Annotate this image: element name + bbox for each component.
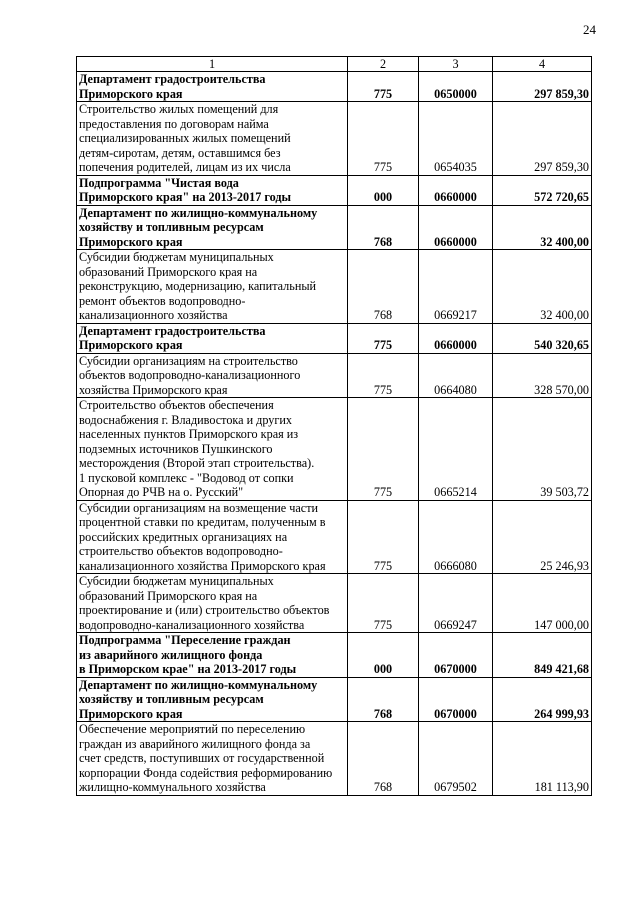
table-row bbox=[77, 72, 592, 102]
row-target-code: 0665214 bbox=[419, 398, 493, 501]
table-row bbox=[77, 175, 592, 205]
table-row bbox=[77, 677, 592, 722]
row-description: Субсидии организациям на строительство объектов водопроводно-канализационного хозяйства Приморского края bbox=[77, 353, 348, 398]
page-number: 24 bbox=[583, 22, 596, 37]
row-amount: 297 859,30 bbox=[493, 102, 592, 176]
header-col-1: 1 bbox=[77, 57, 348, 72]
row-department-code: 768 bbox=[348, 250, 419, 324]
table-body bbox=[77, 72, 592, 796]
header-row bbox=[77, 57, 592, 72]
row-description: Подпрограмма "Переселение граждан из аварийного жилищного фонда в Приморском крае" на 2013-2017 годы bbox=[77, 633, 348, 678]
table-header bbox=[77, 57, 592, 72]
row-amount: 849 421,68 bbox=[493, 633, 592, 678]
row-amount: 181 113,90 bbox=[493, 722, 592, 796]
budget-table bbox=[76, 56, 592, 796]
table-row bbox=[77, 574, 592, 633]
row-description: Обеспечение мероприятий по переселению граждан из аварийного жилищного фонда за счет средств, поступивших от государственной корпорации Фонда содействия реформированию жилищно-коммунального хозяйства bbox=[77, 722, 348, 796]
table-row bbox=[77, 353, 592, 398]
row-department-code: 775 bbox=[348, 72, 419, 102]
table-row bbox=[77, 102, 592, 176]
row-target-code: 0654035 bbox=[419, 102, 493, 176]
table-row bbox=[77, 500, 592, 574]
table-row bbox=[77, 250, 592, 324]
row-target-code: 0669217 bbox=[419, 250, 493, 324]
row-target-code: 0670000 bbox=[419, 677, 493, 722]
row-description: Департамент градостроительства Приморского края bbox=[77, 323, 348, 353]
row-target-code: 0660000 bbox=[419, 323, 493, 353]
row-target-code: 0650000 bbox=[419, 72, 493, 102]
row-description: Департамент по жилищно-коммунальному хозяйству и топливным ресурсам Приморского края bbox=[77, 677, 348, 722]
row-description: Субсидии организациям на возмещение части процентной ставки по кредитам, полученным в российских кредитных организациях на строительство объектов водопроводно- канализационного хозяйства Приморского края bbox=[77, 500, 348, 574]
header-col-3: 3 bbox=[419, 57, 493, 72]
row-department-code: 775 bbox=[348, 574, 419, 633]
table-row bbox=[77, 722, 592, 796]
row-target-code: 0664080 bbox=[419, 353, 493, 398]
row-amount: 572 720,65 bbox=[493, 175, 592, 205]
row-description: Строительство объектов обеспечения водоснабжения г. Владивостока и других населенных пунктов Приморского края из подземных источников Пушкинского месторождения (Второй этап строительства). 1 пусковой комплекс - "Водовод от сопки Опорная до РЧВ на о. Русский" bbox=[77, 398, 348, 501]
row-department-code: 768 bbox=[348, 722, 419, 796]
row-department-code: 768 bbox=[348, 677, 419, 722]
row-department-code: 775 bbox=[348, 323, 419, 353]
row-description: Подпрограмма "Чистая вода Приморского края" на 2013-2017 годы bbox=[77, 175, 348, 205]
row-amount: 264 999,93 bbox=[493, 677, 592, 722]
header-col-4: 4 bbox=[493, 57, 592, 72]
header-col-2: 2 bbox=[348, 57, 419, 72]
row-department-code: 000 bbox=[348, 175, 419, 205]
row-target-code: 0670000 bbox=[419, 633, 493, 678]
row-description: Субсидии бюджетам муниципальных образований Приморского края на проектирование и (или) строительство объектов водопроводно-канализационного хозяйства bbox=[77, 574, 348, 633]
row-description: Субсидии бюджетам муниципальных образований Приморского края на реконструкцию, модернизацию, капитальный ремонт объектов водопроводно- канализационного хозяйства bbox=[77, 250, 348, 324]
row-amount: 540 320,65 bbox=[493, 323, 592, 353]
row-amount: 147 000,00 bbox=[493, 574, 592, 633]
row-amount: 328 570,00 bbox=[493, 353, 592, 398]
table-row bbox=[77, 633, 592, 678]
row-target-code: 0666080 bbox=[419, 500, 493, 574]
row-target-code: 0669247 bbox=[419, 574, 493, 633]
row-amount: 32 400,00 bbox=[493, 250, 592, 324]
row-target-code: 0660000 bbox=[419, 205, 493, 250]
row-amount: 25 246,93 bbox=[493, 500, 592, 574]
row-department-code: 775 bbox=[348, 353, 419, 398]
row-department-code: 775 bbox=[348, 102, 419, 176]
row-description: Департамент градостроительства Приморского края bbox=[77, 72, 348, 102]
row-description: Департамент по жилищно-коммунальному хозяйству и топливным ресурсам Приморского края bbox=[77, 205, 348, 250]
row-target-code: 0660000 bbox=[419, 175, 493, 205]
row-department-code: 775 bbox=[348, 500, 419, 574]
row-department-code: 000 bbox=[348, 633, 419, 678]
row-amount: 39 503,72 bbox=[493, 398, 592, 501]
row-amount: 297 859,30 bbox=[493, 72, 592, 102]
row-target-code: 0679502 bbox=[419, 722, 493, 796]
table-row bbox=[77, 205, 592, 250]
row-department-code: 768 bbox=[348, 205, 419, 250]
table-row bbox=[77, 323, 592, 353]
row-description: Строительство жилых помещений для предоставления по договорам найма специализированных жилых помещений детям-сиротам, детям, оставшимся без попечения родителей, лицам из их числа bbox=[77, 102, 348, 176]
row-department-code: 775 bbox=[348, 398, 419, 501]
table-row bbox=[77, 398, 592, 501]
row-amount: 32 400,00 bbox=[493, 205, 592, 250]
